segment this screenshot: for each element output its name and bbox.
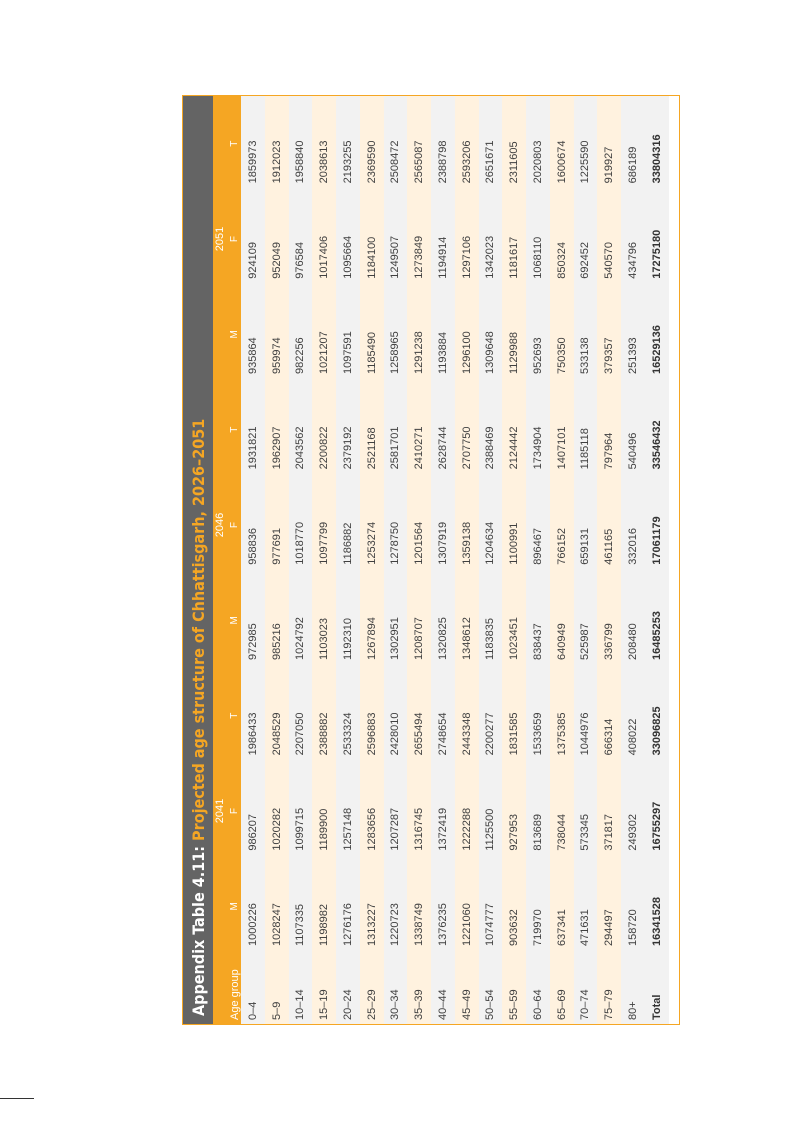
table-row (265, 96, 289, 1024)
population-cell: 540570 (597, 191, 621, 286)
population-cell: 249302 (621, 763, 645, 858)
population-cell: 1359138 (455, 477, 479, 572)
population-cell: 2593206 (455, 96, 479, 191)
population-cell: 1208707 (407, 573, 431, 668)
population-cell: 1283656 (360, 763, 384, 858)
population-cell: 1225590 (574, 96, 598, 191)
population-cell: 797964 (597, 382, 621, 477)
population-cell: 2388798 (431, 96, 455, 191)
population-cell: 2428010 (384, 668, 408, 763)
table-row (336, 96, 360, 1024)
population-cell: 2581701 (384, 382, 408, 477)
population-cell: 1338749 (407, 859, 431, 954)
population-cell: 471631 (574, 859, 598, 954)
population-cell: 903632 (502, 859, 526, 954)
population-cell: 977691 (265, 477, 289, 572)
population-cell: 2043562 (289, 382, 313, 477)
population-cell: 1185490 (360, 287, 384, 382)
population-cell: 924109 (241, 191, 265, 286)
population-cell: 1376235 (431, 859, 455, 954)
age-group-cell: 15–19 (312, 954, 336, 1024)
population-cell: 959974 (265, 287, 289, 382)
population-cell: 2388882 (312, 668, 336, 763)
age-group-cell: 60–64 (526, 954, 550, 1024)
population-cell: 1184100 (360, 191, 384, 286)
population-cell: 952693 (526, 287, 550, 382)
year-header: 2051 (213, 96, 227, 382)
population-cell: 1600674 (550, 96, 574, 191)
population-cell: 2020803 (526, 96, 550, 191)
population-cell: 1912023 (265, 96, 289, 191)
age-group-cell: 80+ (621, 954, 645, 1024)
population-cell: 1221060 (455, 859, 479, 954)
population-cell: 158720 (621, 859, 645, 954)
population-cell: 1831585 (502, 668, 526, 763)
population-cell: 1962907 (265, 382, 289, 477)
table-title-text: Projected age structure of Chhattisgarh, 2026–2051 (188, 418, 208, 841)
table-title-label: Appendix Table 4.11: (188, 845, 208, 1016)
sex-subheader: T (227, 668, 241, 763)
population-cell: 1017406 (312, 191, 336, 286)
population-cell: 2038613 (312, 96, 336, 191)
age-group-cell: 75–79 (597, 954, 621, 1024)
population-cell: 1986433 (241, 668, 265, 763)
population-cell: 1095664 (336, 191, 360, 286)
age-group-cell: 5–9 (265, 954, 289, 1024)
population-cell: 16755297 (645, 763, 669, 858)
population-cell: 982256 (289, 287, 313, 382)
sex-subheader: M (227, 573, 241, 668)
population-cell: 336799 (597, 573, 621, 668)
age-group-cell: 70–74 (574, 954, 598, 1024)
population-cell: 692452 (574, 191, 598, 286)
population-cell: 2596883 (360, 668, 384, 763)
population-cell: 1097591 (336, 287, 360, 382)
population-cell: 1257148 (336, 763, 360, 858)
table-row (597, 96, 621, 1024)
population-cell: 1276176 (336, 859, 360, 954)
population-cell: 1018770 (289, 477, 313, 572)
population-cell: 1103023 (312, 573, 336, 668)
population-cell: 2193255 (336, 96, 360, 191)
table-body (241, 96, 669, 1024)
population-cell: 1189900 (312, 763, 336, 858)
population-cell: 1000226 (241, 859, 265, 954)
age-group-cell: 30–34 (384, 954, 408, 1024)
age-group-cell: 40–44 (431, 954, 455, 1024)
age-structure-table (213, 96, 669, 1024)
population-cell: 2651671 (479, 96, 503, 191)
population-cell: 686189 (621, 96, 645, 191)
table-row (360, 96, 384, 1024)
population-cell: 533138 (574, 287, 598, 382)
population-cell: 750350 (550, 287, 574, 382)
sex-subheader: F (227, 477, 241, 572)
population-cell: 408022 (621, 668, 645, 763)
population-cell: 1273849 (407, 191, 431, 286)
table-row (550, 96, 574, 1024)
age-group-cell: 65–69 (550, 954, 574, 1024)
population-cell: 659131 (574, 477, 598, 572)
population-cell: 766152 (550, 477, 574, 572)
population-cell: 1931821 (241, 382, 265, 477)
population-cell: 1021207 (312, 287, 336, 382)
population-cell: 1201564 (407, 477, 431, 572)
population-cell: 2200822 (312, 382, 336, 477)
age-group-header: Age group (213, 954, 241, 1024)
population-cell: 2533324 (336, 668, 360, 763)
population-cell: 1192310 (336, 573, 360, 668)
population-cell: 2748654 (431, 668, 455, 763)
population-cell: 1313227 (360, 859, 384, 954)
population-cell: 573345 (574, 763, 598, 858)
table-row (621, 96, 645, 1024)
population-cell: 1100991 (502, 477, 526, 572)
population-cell: 1533659 (526, 668, 550, 763)
population-cell: 1222288 (455, 763, 479, 858)
population-cell: 985216 (265, 573, 289, 668)
population-cell: 838437 (526, 573, 550, 668)
table-title (183, 96, 213, 1024)
population-cell: 1044976 (574, 668, 598, 763)
population-cell: 294497 (597, 859, 621, 954)
total-row (645, 96, 669, 1024)
population-cell: 1020282 (265, 763, 289, 858)
population-cell: 251393 (621, 287, 645, 382)
sex-subheader: M (227, 859, 241, 954)
population-cell: 16341528 (645, 859, 669, 954)
table-row (526, 96, 550, 1024)
age-group-cell: 25–29 (360, 954, 384, 1024)
population-cell: 33096825 (645, 668, 669, 763)
population-cell: 2410271 (407, 382, 431, 477)
table-row (407, 96, 431, 1024)
population-cell: 1859973 (241, 96, 265, 191)
population-cell: 2207050 (289, 668, 313, 763)
population-cell: 1198982 (312, 859, 336, 954)
population-cell: 896467 (526, 477, 550, 572)
population-cell: 1407101 (550, 382, 574, 477)
population-cell: 986207 (241, 763, 265, 858)
population-cell: 1253274 (360, 477, 384, 572)
population-cell: 540496 (621, 382, 645, 477)
age-group-cell: 55–59 (502, 954, 526, 1024)
population-cell: 1258965 (384, 287, 408, 382)
page-margin-rule (0, 1098, 34, 1099)
sex-subheader: F (227, 763, 241, 858)
age-group-cell: 35–39 (407, 954, 431, 1024)
population-cell: 1372419 (431, 763, 455, 858)
population-cell: 1316745 (407, 763, 431, 858)
population-cell: 17275180 (645, 191, 669, 286)
population-cell: 2311605 (502, 96, 526, 191)
population-cell: 1320825 (431, 573, 455, 668)
table-row (479, 96, 503, 1024)
population-cell: 16485253 (645, 573, 669, 668)
table-row (289, 96, 313, 1024)
table-row (384, 96, 408, 1024)
population-cell: 2200277 (479, 668, 503, 763)
population-cell: 2369590 (360, 96, 384, 191)
sex-subheader: T (227, 96, 241, 191)
population-cell: 33804316 (645, 96, 669, 191)
population-cell: 1125500 (479, 763, 503, 858)
sex-subheader: T (227, 382, 241, 477)
table-row (502, 96, 526, 1024)
population-cell: 1348612 (455, 573, 479, 668)
population-cell: 972985 (241, 573, 265, 668)
population-cell: 813689 (526, 763, 550, 858)
population-cell: 16529136 (645, 287, 669, 382)
table-row (312, 96, 336, 1024)
population-cell: 1074777 (479, 859, 503, 954)
population-cell: 1958840 (289, 96, 313, 191)
population-cell: 2048529 (265, 668, 289, 763)
population-cell: 1291238 (407, 287, 431, 382)
population-cell: 461165 (597, 477, 621, 572)
population-cell: 1297106 (455, 191, 479, 286)
population-cell: 1129988 (502, 287, 526, 382)
population-cell: 958836 (241, 477, 265, 572)
population-cell: 637341 (550, 859, 574, 954)
population-cell: 666314 (597, 668, 621, 763)
population-cell: 1302951 (384, 573, 408, 668)
age-group-cell: Total (645, 954, 669, 1024)
population-cell: 525987 (574, 573, 598, 668)
rotated-table-panel (182, 95, 680, 1025)
table-row (431, 96, 455, 1024)
population-cell: 1309648 (479, 287, 503, 382)
population-cell: 2388469 (479, 382, 503, 477)
population-cell: 2521168 (360, 382, 384, 477)
population-cell: 1342023 (479, 191, 503, 286)
age-group-cell: 10–14 (289, 954, 313, 1024)
population-cell: 33546432 (645, 382, 669, 477)
population-cell: 976584 (289, 191, 313, 286)
population-cell: 1023451 (502, 573, 526, 668)
population-cell: 1107335 (289, 859, 313, 954)
population-cell: 935864 (241, 287, 265, 382)
age-group-cell: 20–24 (336, 954, 360, 1024)
population-cell: 2379192 (336, 382, 360, 477)
population-cell: 332016 (621, 477, 645, 572)
population-cell: 2124442 (502, 382, 526, 477)
population-cell: 1097799 (312, 477, 336, 572)
population-cell: 1734904 (526, 382, 550, 477)
population-cell: 1024792 (289, 573, 313, 668)
table-row (574, 96, 598, 1024)
table-row (241, 96, 265, 1024)
population-cell: 1207287 (384, 763, 408, 858)
population-cell: 1185118 (574, 382, 598, 477)
population-cell: 952049 (265, 191, 289, 286)
population-cell: 919927 (597, 96, 621, 191)
population-cell: 1181617 (502, 191, 526, 286)
population-cell: 1193884 (431, 287, 455, 382)
population-cell: 1249507 (384, 191, 408, 286)
population-cell: 17061179 (645, 477, 669, 572)
population-cell: 379357 (597, 287, 621, 382)
population-cell: 2655494 (407, 668, 431, 763)
population-cell: 434796 (621, 191, 645, 286)
population-cell: 719970 (526, 859, 550, 954)
population-cell: 2508472 (384, 96, 408, 191)
table-row (455, 96, 479, 1024)
population-cell: 371817 (597, 763, 621, 858)
population-cell: 1099715 (289, 763, 313, 858)
population-cell: 1296100 (455, 287, 479, 382)
age-group-cell: 50–54 (479, 954, 503, 1024)
population-cell: 1375385 (550, 668, 574, 763)
population-cell: 1186882 (336, 477, 360, 572)
population-cell: 1204634 (479, 477, 503, 572)
age-group-cell: 0–4 (241, 954, 265, 1024)
age-group-cell: 45–49 (455, 954, 479, 1024)
sex-subheader: M (227, 287, 241, 382)
population-cell: 208480 (621, 573, 645, 668)
population-cell: 1183835 (479, 573, 503, 668)
population-cell: 1267894 (360, 573, 384, 668)
population-cell: 1307919 (431, 477, 455, 572)
population-cell: 927953 (502, 763, 526, 858)
population-cell: 2628744 (431, 382, 455, 477)
population-cell: 2443348 (455, 668, 479, 763)
population-cell: 1220723 (384, 859, 408, 954)
population-cell: 640949 (550, 573, 574, 668)
population-cell: 738044 (550, 763, 574, 858)
population-cell: 1194914 (431, 191, 455, 286)
sex-subheader: F (227, 191, 241, 286)
year-header: 2041 (213, 668, 227, 954)
population-cell: 1278750 (384, 477, 408, 572)
year-header: 2046 (213, 382, 227, 668)
population-cell: 2565087 (407, 96, 431, 191)
population-cell: 1028247 (265, 859, 289, 954)
population-cell: 1068110 (526, 191, 550, 286)
population-cell: 850324 (550, 191, 574, 286)
population-cell: 2707750 (455, 382, 479, 477)
